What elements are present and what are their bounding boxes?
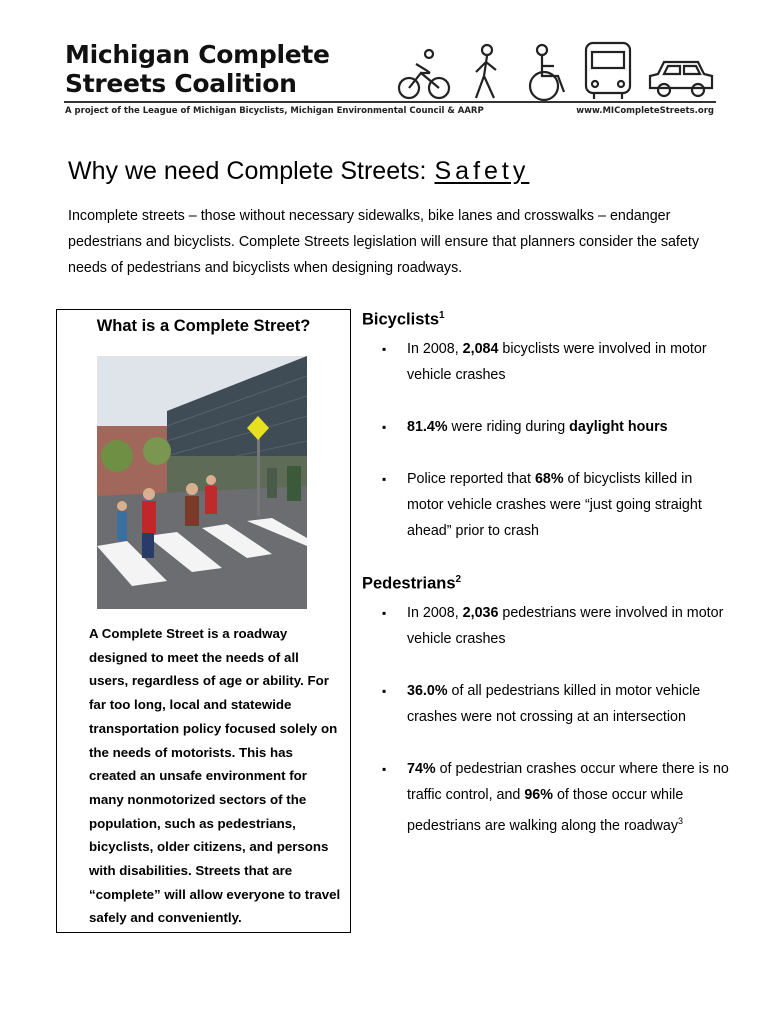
- fact-text: bicyclists were involved in motor vehicle crashes: [407, 341, 707, 383]
- fact-stat: 74%: [407, 761, 436, 777]
- fact-text: of all pedestrians killed in motor vehicle crashes were not crossing at an intersection: [407, 683, 701, 725]
- fact-stat: 96%: [524, 787, 553, 803]
- page-headline: [68, 157, 529, 186]
- fact-text: of bicyclists killed in motor vehicle crashes were “just going straight ahead” prior to crash: [407, 471, 702, 539]
- title-line-1: Michigan Complete: [65, 40, 330, 69]
- box-title: What is a Complete Street?: [96, 317, 311, 335]
- list-item: [362, 466, 732, 544]
- fact-footnote: 3: [678, 816, 684, 826]
- banner-url: www.MICompleteStreets.org: [576, 106, 714, 116]
- pedestrians-facts: [362, 600, 732, 865]
- list-item: [362, 600, 732, 652]
- fact-text: In 2008,: [407, 341, 463, 357]
- banner-divider: [64, 101, 716, 103]
- intro-paragraph: Incomplete streets – those without necessary sidewalks, bike lanes and crosswalks – endanger pedestrians and bicyclists. Complete Streets legislation will ensure that planners consider the safety needs of pedestrians and bicyclists when designing roadways.: [68, 208, 699, 276]
- fact-stat: 68%: [534, 471, 564, 487]
- fact-emphasis: daylight hours: [569, 419, 668, 435]
- headline-main: Why we need Complete Streets:: [68, 157, 427, 185]
- fact-text: of pedestrian crashes occur where there is no traffic control, and: [407, 761, 729, 803]
- list-item: [362, 336, 732, 388]
- fact-text: of those occur while pedestrians are walking along the roadway: [407, 787, 684, 834]
- fact-text: were riding during: [447, 419, 570, 435]
- coalition-logo-title: [65, 40, 330, 98]
- fact-stat: 36.0%: [407, 683, 448, 699]
- fact-text: In 2008,: [407, 605, 463, 621]
- banner-subtitle: A project of the League of Michigan Bicyclists, Michigan Environmental Council & AARP: [65, 106, 484, 116]
- fact-stat: 2,084: [462, 341, 499, 357]
- bicyclists-heading-text: Bicyclists: [362, 310, 440, 329]
- bicyclists-facts: [362, 336, 732, 570]
- bicyclist-icon: [399, 50, 449, 98]
- list-item: [362, 414, 732, 440]
- crosswalk-photo: [97, 356, 307, 609]
- list-item: [362, 678, 732, 730]
- title-line-2: Streets Coalition: [65, 69, 297, 98]
- bicyclists-footnote: 1: [439, 310, 445, 321]
- fact-stat: 81.4%: [407, 419, 448, 435]
- list-item: [362, 756, 732, 839]
- box-body-text: A Complete Street is a roadway designed to meet the needs of all users, regardless of age or ability. For far too long, local and statewide transportation policy focused solely on the needs of motorists. This has created an unsafe environment for many nonmotorized sectors of the population, such as pedestrians, bicyclists, older citizens, and persons with disabilities. Streets that are “complete” will allow everyone to travel safely and conveniently.: [89, 626, 341, 926]
- pedestrians-footnote: 2: [455, 574, 462, 585]
- pedestrian-icon: [476, 45, 496, 98]
- transport-icons: [396, 40, 716, 102]
- fact-stat: 2,036: [462, 605, 499, 621]
- wheelchair-icon: [530, 45, 564, 100]
- pedestrians-heading-text: Pedestrians: [362, 574, 456, 593]
- pedestrians-heading: [362, 574, 461, 594]
- bicyclists-heading: [362, 310, 445, 330]
- car-icon: [650, 62, 712, 96]
- fact-text: Police reported that: [407, 471, 535, 487]
- headline-topic: Safety: [434, 157, 530, 185]
- fact-text: pedestrians were involved in motor vehicle crashes: [407, 605, 724, 647]
- bus-icon: [586, 43, 630, 99]
- complete-street-box: [56, 309, 351, 933]
